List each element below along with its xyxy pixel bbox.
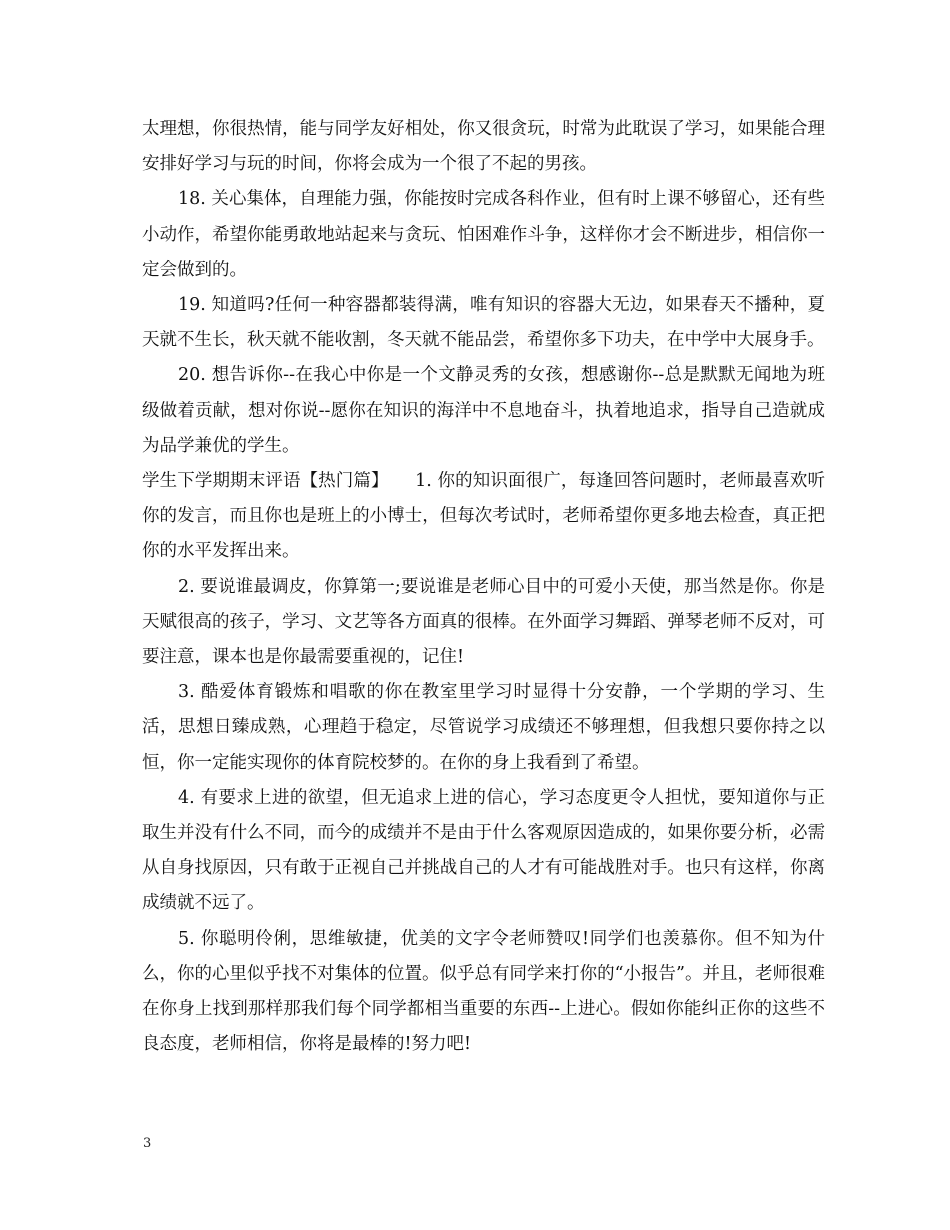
paragraph-continuation: 太理想，你很热情，能与同学友好相处，你又很贪玩，时常为此耽误了学习，如果能合理安排好学习与玩的时间，你将会成为一个很了不起的男孩。 <box>142 119 825 175</box>
paragraph-item-3: 3. 酷爱体育锻炼和唱歌的你在教室里学习时显得十分安静，一个学期的学习、生活，思想日臻成熟，心理趋于稳定，尽管说学习成绩还不够理想，但我想只要你持之以恒，你一定能实现你的体育院校梦的。在你的身上我看到了希望。 <box>142 682 825 773</box>
section-heading-paragraph: 学生下学期期末评语【热门篇】 1. 你的知识面很广，每逢回答问题时，老师最喜欢听你的发言，而且你也是班上的小博士，但每次考试时，老师希望你更多地去检查，真正把你的水平发挥出来。 <box>142 471 825 562</box>
page-number: 3 <box>143 1136 152 1151</box>
page-body <box>142 112 825 1062</box>
paragraph-item-20: 20. 想告诉你--在我心中你是一个文静灵秀的女孩，想感谢你--总是默默无闻地为班级做着贡献，想对你说--愿你在知识的海洋中不息地奋斗，执着地追求，指导自己造就成为品学兼优的学生。 <box>142 365 825 456</box>
paragraph-item-2: 2. 要说谁最调皮，你算第一;要说谁是老师心目中的可爱小天使，那当然是你。你是天赋很高的孩子，学习、文艺等各方面真的很棒。在外面学习舞蹈、弹琴老师不反对，可要注意，课本也是你最需要重视的，记住! <box>142 576 825 668</box>
paragraph-item-19: 19. 知道吗?任何一种容器都装得满，唯有知识的容器大无边，如果春天不播种，夏天就不生长，秋天就不能收割，冬天就不能品尝，希望你多下功夫，在中学中大展身手。 <box>142 295 825 351</box>
paragraph-item-18: 18. 关心集体，自理能力强，你能按时完成各科作业，但有时上课不够留心，还有些小动作，希望你能勇敢地站起来与贪玩、怕困难作斗争，这样你才会不断进步，相信你一定会做到的。 <box>142 189 825 280</box>
paragraph-item-4: 4. 有要求上进的欲望，但无追求上进的信心，学习态度更令人担忧，要知道你与正取生并没有什么不同，而今的成绩并不是由于什么客观原因造成的，如果你要分析，必需从自身找原因，只有敢于正视自己并挑战自己的人才有可能战胜对手。也只有这样，你离成绩就不远了。 <box>142 787 825 914</box>
paragraph-item-5: 5. 你聪明伶俐，思维敏捷，优美的文字令老师赞叹!同学们也羡慕你。但不知为什么，你的心里似乎找不对集体的位置。似乎总有同学来打你的“小报告”。并且，老师很难在你身上找到那样那我们每个同学都相当重要的东西--上进心。假如你能纠正你的这些不良态度，老师相信，你将是最棒的!努力吧! <box>142 928 825 1055</box>
